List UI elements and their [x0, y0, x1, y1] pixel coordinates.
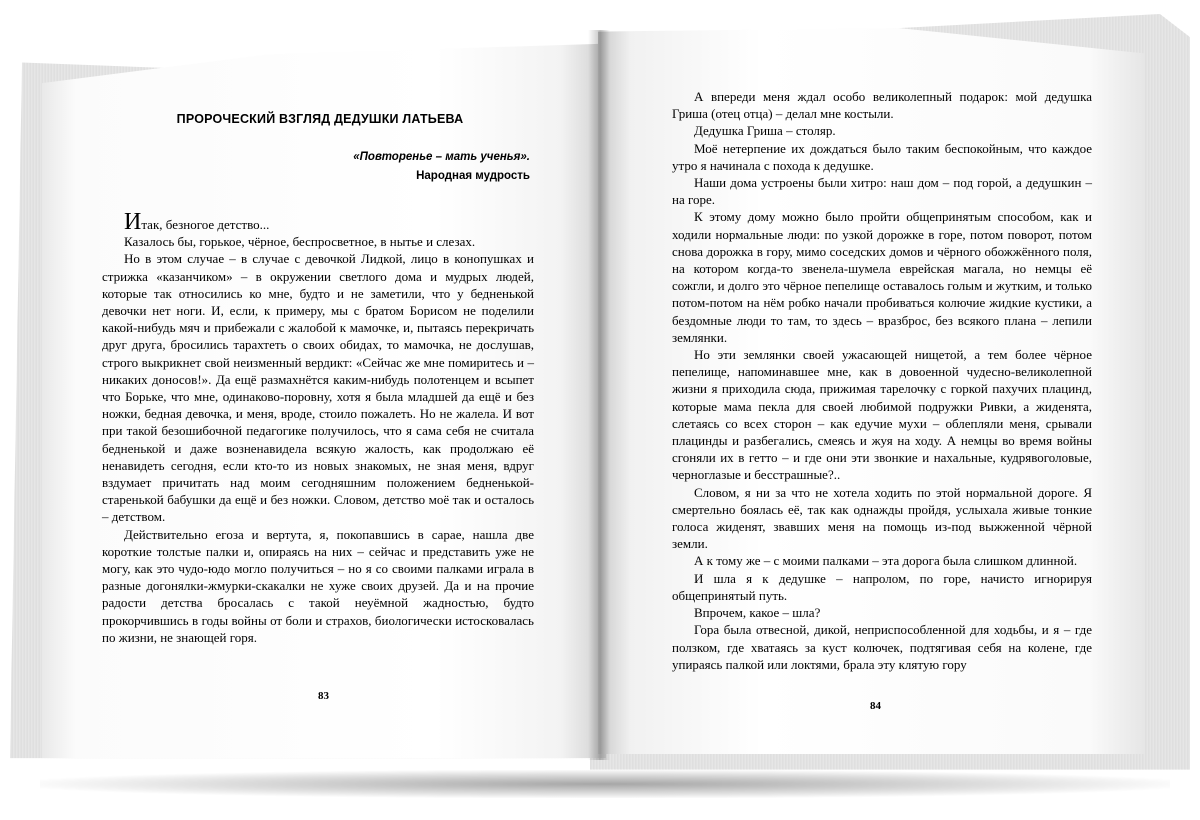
paragraph: А впереди меня ждал особо великолепный подарок: мой дедушка Гриша (отец отца) – делал мне костыли.	[672, 89, 1092, 122]
paragraph: Словом, я ни за что не хотела ходить по этой нормальной дороге. Я смертельно боялась её, так как однажды пройдя, услыхала живые тонкие голоса жиденят, звавших меня на помощь из-под выжженной чёрной земли.	[672, 484, 1092, 552]
paragraph: Моё нетерпение их дождаться было таким беспокойным, что каждое утро я начинала с похода к дедушке.	[672, 140, 1092, 173]
paragraph: Впрочем, какое – шла?	[694, 605, 821, 621]
book-gutter	[588, 30, 610, 760]
paragraph: Казалось бы, горькое, чёрное, беспросветное, в нытье и слезах.	[124, 234, 476, 250]
paragraph: Гора была отвесной, дикой, неприспособленной для ходьбы, и я – где ползком, где хватаясь за куст колючек, подтягивая себя на колене, где упираясь палкой или локтями, брала эту клятую гору	[672, 622, 1092, 672]
paragraph: И шла я к дедушке – напролом, по горе, начисто игнорируя общепринятый путь.	[672, 570, 1092, 603]
right-page-text	[672, 88, 1092, 673]
chapter-title: ПРОРОЧЕСКИЙ ВЗГЛЯД ДЕДУШКИ ЛАТЬЕВА	[176, 112, 464, 126]
paragraph: Но эти землянки своей ужасающей нищетой, а тем более чёрное пепелище, напоминавшее мне, как в довоенной чудесно-великолепной жизни я приходила сюда, прижимая тарелочку с горкой пахучих плацинд, которые мама пекла для своей любимой подружки Ривки, а жиденята, слетаясь со всех сторон – как едучие мухи – облепляли меня, срывали плацинды и разбегались, смеясь и жуя на ходу. А немцы во время войны сгоняли их в гетто – и где они эти звонкие и нахальные, кудрявоголовые, черноглазые и бесстрашные?..	[672, 347, 1092, 483]
page-number-right: 84	[870, 700, 881, 712]
paragraph: Итак, безногое детство...	[124, 209, 270, 235]
epigraph	[300, 148, 530, 186]
paragraph: А к тому же – с моими палками – эта дорога была слишком длинной.	[694, 553, 1078, 569]
book-shadow	[40, 770, 1170, 798]
paragraph: Наши дома устроены были хитро: наш дом – под горой, а дедушкин – на горе.	[672, 175, 1092, 208]
page-number-left: 83	[318, 690, 329, 702]
paragraph: Но в этом случае – в случае с девочкой Лидкой, лицо в конопушках и стрижка «казанчиком» – в окружении светлого дома и мудрых людей, которые так относились ко мне, будто и не заметили, что у бедненькой девочки нет ноги. И, если, к примеру, мы с братом Борисом не поделили какой-нибудь мяч и прибежали с жалобой к мамочке, и, пытаясь перекричать друг друга, бросились тарахтеть о своих обидах, то мамочка, не дослушав, строго выкрикнет свой неизменный вердикт: «Сейчас же мне помиритесь и – никаких доносов!». Да ещё размахнётся каким-нибудь полотенцем и всыпет что Борьке, что мне, одинаково-поровну, хотя я была младшей да ещё и без ножки, бедная девочка, и меня, вроде, стоило пожалеть. Но не жалела. И вот при такой безошибочной педагогике получилось, что я сама себя не считала бедненькой и даже возненавидела всякую жалость, как продолжаю её ненавидеть сегодня, если кто-то из новых знакомых, не зная меня, вдруг вздумает причитать над моим сегодняшним положением бедненькой-старенькой бабушки да ещё и без ножки. Словом, детство моё так и осталось – детством.	[102, 251, 534, 525]
paragraph: Дедушка Гриша – столяр.	[694, 123, 836, 139]
paragraph: Действительно егоза и вертута, я, покопавшись в сарае, нашла две короткие толстые палки и, опираясь на них – сейчас и представить уже не могу, как это чудо-юдо могло получиться – но я со своими палками играла в разные догонялки-жмурки-скакалки не хуже своих друзей. Да и на прочие радости детства бросалась с такой неуёмной жадностью, будто прокорчившись в годы войны от боли и страхов, биологически истосковалась по жизни, не знающей горя.	[102, 526, 534, 645]
left-page-text	[102, 209, 534, 646]
epigraph-quote: «Повторенье – мать ученья».	[353, 151, 530, 163]
paragraph: К этому дому можно было пройти общепринятым способом, как и ходили нормальные люди: по узкой дорожке в горе, потом поворот, потом снова дорожка в гору, мимо соседских домов и чёрного обожжённого поля, на котором когда-то звенела-шумела еврейская магала, но немцы её сожгли, и долго это чёрное пепелище оставалось голым и жутким, и только потом-потом на нём робко начали пробиваться колючие жидкие кустики, а бездомные люди то там, то здесь – вразброс, без всякого плана – лепили землянки.	[672, 209, 1092, 345]
epigraph-source: Народная мудрость	[416, 170, 530, 182]
